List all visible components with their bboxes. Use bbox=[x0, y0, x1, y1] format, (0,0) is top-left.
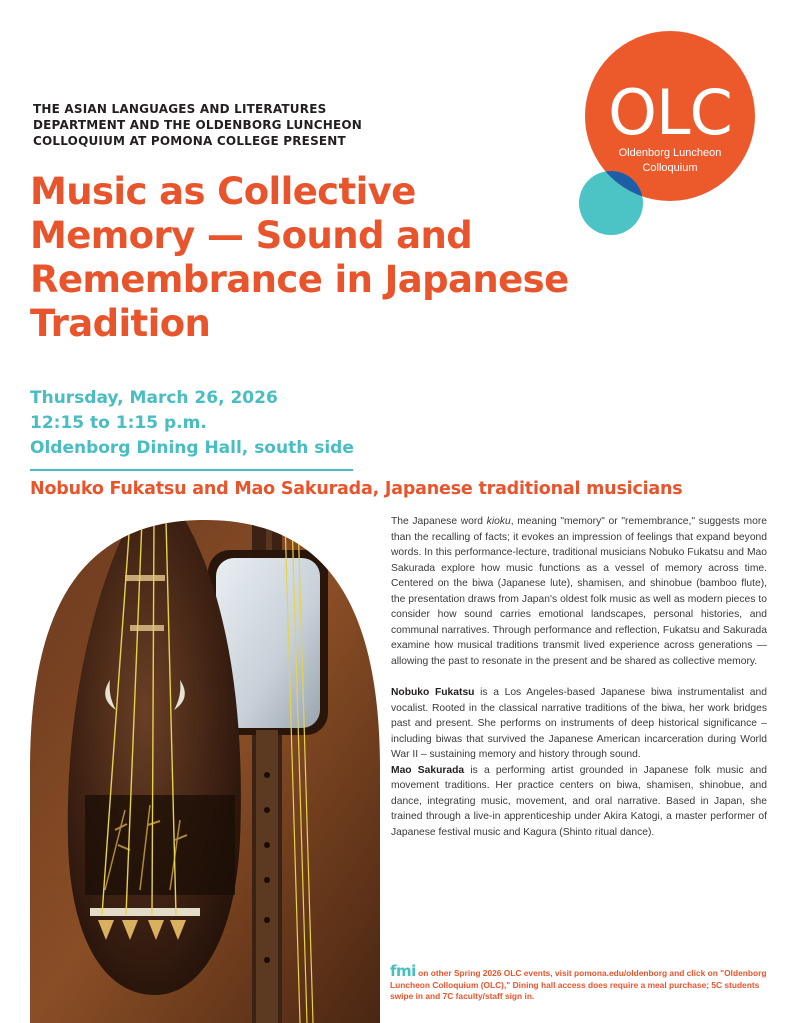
event-title bbox=[30, 170, 650, 346]
logo-subtitle-1: Oldenborg Luncheon bbox=[618, 147, 722, 159]
presenter-line: DEPARTMENT AND THE OLDENBORG LUNCHEON bbox=[33, 118, 363, 132]
event-time: 12:15 to 1:15 p.m. bbox=[30, 413, 207, 433]
fmi-note bbox=[390, 962, 770, 1003]
description-column bbox=[391, 514, 767, 840]
event-details bbox=[30, 386, 354, 461]
title-line: Tradition bbox=[30, 302, 211, 345]
fmi-mark: fmi bbox=[390, 962, 416, 980]
title-line: Memory — Sound and bbox=[30, 214, 473, 257]
presenter-heading bbox=[33, 101, 413, 149]
fmi-text: on other Spring 2026 OLC events, visit pomona.edu/oldenborg and click on "Oldenborg Luncheon Colloquium (OLC)," Dining hall access does require a meal purchase; 5C students swipe in and 7C faculty/staff sign in. bbox=[390, 968, 767, 1001]
event-date: Thursday, March 26, 2026 bbox=[30, 388, 278, 408]
speakers-line: Nobuko Fukatsu and Mao Sakurada, Japanese traditional musicians bbox=[30, 479, 683, 499]
presenter-line: THE ASIAN LANGUAGES AND LITERATURES bbox=[33, 102, 327, 116]
title-line: Remembrance in Japanese bbox=[30, 258, 569, 301]
logo-subtitle-2: Colloquium bbox=[642, 162, 698, 174]
logo-letters: OLC bbox=[608, 76, 732, 149]
biwa-and-shamisen-photo bbox=[30, 520, 380, 1023]
description-paragraph: The Japanese word kioku, meaning "memory" or "remembrance," suggests more than the recalling of facts; it evokes an impression of feelings that expand beyond words. In this performance-lecture, traditional musicians Nobuko Fukatsu and Mao Sakurada explore how music functions as a vessel of memory across time. Centered on the biwa (Japanese lute), shamisen, and shinobue (bamboo flute), the presentation draws from Japan's oldest folk music as well as modern pieces to consider how sound carries emotional landscapes, personal histories, and communal narratives. Through performance and reflection, Fukatsu and Sakurada examine how musical traditions transmit lived experience across generations — allowing the past to resonate in the present and be shared as collective memory. bbox=[391, 516, 767, 667]
bio-name: Mao Sakurada bbox=[391, 764, 465, 776]
kioku-term: kioku bbox=[486, 516, 511, 527]
presenter-line: COLLOQUIUM AT POMONA COLLEGE PRESENT bbox=[33, 134, 346, 148]
event-location: Oldenborg Dining Hall, south side bbox=[30, 438, 354, 458]
bio-sakurada: Mao Sakurada is a performing artist grounded in Japanese folk music and movement traditions. Her practice centers on biwa, shamisen, shinobue, and dance, integrating music, movement, and oral narrative. Based in Japan, she trained through a live-in apprenticeship under Akira Katogi, a master performer of Japanese festival music and Kagura (Shinto ritual dance). bbox=[391, 764, 767, 838]
bio-fukatsu: Nobuko Fukatsu is a Los Angeles-based Japanese biwa instrumentalist and vocalist. Rooted in the classical narrative traditions of the biwa, her work bridges past and present. She performs on instruments of deep historical significance – including biwas that survived the Japanese American incarceration during World War II – sustaining memory and history through sound. bbox=[391, 686, 767, 761]
title-line: Music as Collective bbox=[30, 170, 416, 213]
divider bbox=[30, 469, 353, 471]
bio-name: Nobuko Fukatsu bbox=[391, 686, 475, 698]
